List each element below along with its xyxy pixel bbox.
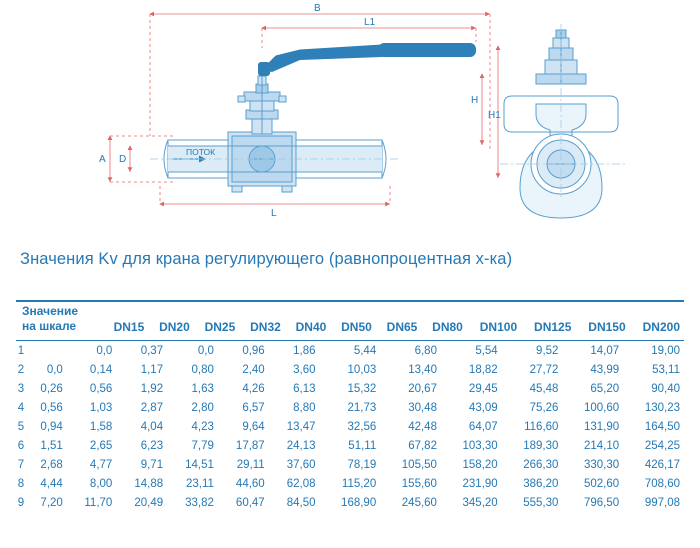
kv-table-body-wrap — [16, 341, 684, 512]
dim-label-b: B — [314, 3, 321, 14]
cell-dn50: 13,47 — [286, 420, 316, 433]
cell-dn50: 62,08 — [286, 477, 316, 490]
cell-dn40: 60,47 — [235, 496, 265, 509]
cell-dn50: 84,50 — [286, 496, 316, 509]
cell-scale: 9 — [17, 496, 25, 509]
cell-dn100: 158,20 — [462, 458, 498, 471]
cell-dn80: 6,80 — [414, 344, 437, 357]
cell-dn32: 1,63 — [191, 382, 214, 395]
cell-dn65: 5,44 — [353, 344, 377, 357]
cell-dn200: 997,08 — [644, 496, 680, 509]
cell-dn80: 67,82 — [408, 439, 437, 452]
cell-dn150: 65,20 — [590, 382, 620, 395]
header-dn100: DN100 — [479, 320, 518, 334]
cell-dn150: 214,10 — [583, 439, 620, 452]
cell-scale: 6 — [17, 439, 25, 452]
header-scale — [16, 302, 103, 340]
cell-dn32: 2,80 — [191, 401, 214, 414]
cell-dn32: 7,79 — [191, 439, 214, 452]
cell-dn125: 555,30 — [523, 496, 559, 509]
cell-dn25: 1,17 — [140, 363, 164, 376]
cell-dn125: 386,20 — [523, 477, 559, 490]
cell-dn65: 32,56 — [347, 420, 377, 433]
dim-label-l: L — [271, 208, 277, 219]
cell-dn150: 502,60 — [583, 477, 620, 490]
cell-scale: 8 — [17, 477, 25, 490]
cell-scale: 3 — [17, 382, 25, 395]
cell-dn150: 796,50 — [583, 496, 620, 509]
header-dn15: DN15 — [113, 320, 145, 334]
cell-dn65: 21,73 — [347, 401, 377, 414]
cell-dn25: 2,87 — [140, 401, 164, 414]
cell-dn65: 51,11 — [348, 439, 377, 452]
cell-dn15: 7,20 — [40, 496, 63, 509]
table-body — [16, 341, 684, 512]
header-dn25: DN25 — [204, 320, 236, 334]
technical-drawing — [0, 0, 700, 232]
cell-dn50: 8,80 — [293, 401, 316, 414]
cell-dn20: 0,0 — [96, 344, 113, 357]
cell-dn32: 33,82 — [185, 496, 214, 509]
cell-dn200: 426,17 — [644, 458, 680, 471]
cell-dn50: 6,13 — [293, 382, 316, 395]
cell-dn100: 18,82 — [468, 363, 498, 376]
cell-dn40: 44,60 — [235, 477, 265, 490]
cell-dn65: 15,32 — [347, 382, 377, 395]
cell-dn65: 10,03 — [347, 363, 377, 376]
cell-dn40: 4,26 — [242, 382, 265, 395]
header-scale-line1: Значение — [22, 304, 79, 318]
cell-dn20: 2,65 — [89, 439, 113, 452]
cell-dn32: 23,11 — [185, 477, 214, 490]
kv-table-wrapper — [16, 300, 684, 512]
cell-dn65: 115,20 — [341, 477, 377, 490]
cell-dn150: 330,30 — [583, 458, 620, 471]
cell-dn15: 1,51 — [40, 439, 63, 452]
cell-dn25: 9,71 — [140, 458, 164, 471]
header-dn200: DN200 — [642, 320, 680, 334]
cell-dn100: 43,09 — [468, 401, 498, 414]
cell-dn80: 42,48 — [408, 420, 437, 433]
cell-dn32: 14,51 — [185, 458, 214, 471]
section-title: Значения Kv для крана регулирующего (равнопроцентная х-ка) — [20, 250, 513, 268]
header-scale-line2: на шкале — [22, 319, 77, 333]
cell-dn40: 2,40 — [242, 363, 265, 376]
cell-dn125: 116,60 — [524, 420, 559, 433]
table-row — [16, 436, 684, 455]
cell-dn20: 0,14 — [89, 363, 113, 376]
cell-dn125: 75,26 — [529, 401, 559, 414]
cell-dn40: 0,96 — [242, 344, 265, 357]
cell-dn40: 6,57 — [242, 401, 265, 414]
cell-dn200: 254,25 — [644, 439, 680, 452]
cell-dn100: 345,20 — [462, 496, 498, 509]
cell-dn32: 0,80 — [191, 363, 214, 376]
cell-dn25: 0,37 — [140, 344, 164, 357]
cell-dn125: 266,30 — [523, 458, 559, 471]
cell-dn80: 20,67 — [408, 382, 437, 395]
cell-dn65: 168,90 — [341, 496, 377, 509]
cell-dn100: 5,54 — [475, 344, 498, 357]
cell-dn32: 4,23 — [191, 420, 214, 433]
cell-dn25: 20,49 — [134, 496, 164, 509]
cell-dn32: 0,0 — [197, 344, 214, 357]
cell-dn100: 29,45 — [468, 382, 498, 395]
header-dn32: DN32 — [250, 320, 281, 334]
cell-dn15: 4,44 — [40, 477, 63, 490]
cell-dn80: 155,60 — [401, 477, 437, 490]
cell-dn20: 1,03 — [89, 401, 113, 414]
dim-label-l1: L1 — [364, 17, 376, 28]
table-row — [16, 379, 684, 398]
dim-label-h: H — [471, 95, 479, 106]
cell-dn200: 708,60 — [644, 477, 680, 490]
cell-dn25: 4,04 — [140, 420, 164, 433]
cell-dn200: 53,11 — [652, 363, 680, 376]
cell-dn125: 189,30 — [523, 439, 559, 452]
cell-dn40: 17,87 — [235, 439, 265, 452]
cell-dn15: 2,68 — [40, 458, 63, 471]
cell-dn25: 14,88 — [134, 477, 164, 490]
flow-label: ПОТОК — [186, 147, 216, 157]
cell-dn125: 27,72 — [529, 363, 559, 376]
cell-dn65: 78,19 — [347, 458, 377, 471]
cell-scale: 5 — [17, 420, 25, 433]
cell-dn15: 0,94 — [40, 420, 63, 433]
kv-table — [16, 302, 684, 340]
cell-dn200: 90,40 — [651, 382, 680, 395]
cell-dn100: 231,90 — [462, 477, 498, 490]
table-row — [16, 360, 684, 379]
table-header-row — [16, 302, 684, 340]
cell-scale: 1 — [17, 344, 25, 357]
cell-dn80: 30,48 — [408, 401, 437, 414]
cell-dn20: 0,56 — [89, 382, 113, 395]
cell-dn100: 103,30 — [462, 439, 498, 452]
cell-dn20: 1,58 — [89, 420, 113, 433]
table-row — [16, 398, 684, 417]
cell-dn80: 105,50 — [401, 458, 437, 471]
cell-dn80: 13,40 — [408, 363, 437, 376]
cell-dn150: 43,99 — [590, 363, 620, 376]
cell-scale: 4 — [17, 401, 25, 414]
cell-scale: 7 — [17, 458, 25, 471]
header-dn65: DN65 — [386, 320, 418, 334]
cell-dn25: 6,23 — [140, 439, 164, 452]
table-row — [16, 417, 684, 436]
cell-dn200: 164,50 — [644, 420, 680, 433]
dim-label-a: A — [99, 154, 106, 165]
cell-dn15 — [26, 341, 67, 360]
cell-dn50: 3,60 — [293, 363, 316, 376]
cell-dn40: 9,64 — [242, 420, 265, 433]
header-dn150: DN150 — [588, 320, 626, 334]
cell-dn20: 8,00 — [89, 477, 113, 490]
cell-dn200: 19,00 — [651, 344, 680, 357]
cell-dn20: 11,70 — [84, 496, 113, 509]
cell-dn125: 9,52 — [536, 344, 559, 357]
cell-dn100: 64,07 — [468, 420, 498, 433]
cell-dn150: 100,60 — [583, 401, 620, 414]
cell-dn200: 130,23 — [644, 401, 680, 414]
cell-dn80: 245,60 — [401, 496, 437, 509]
header-dn125: DN125 — [534, 320, 572, 334]
header-dn20: DN20 — [159, 320, 190, 334]
cell-dn125: 45,48 — [529, 382, 559, 395]
table-row — [16, 493, 684, 512]
cell-dn15: 0,26 — [40, 382, 63, 395]
cell-dn15: 0,56 — [40, 401, 63, 414]
header-dn50: DN50 — [341, 320, 372, 334]
cell-dn15: 0,0 — [46, 363, 63, 376]
table-row — [16, 474, 684, 493]
dim-label-d: D — [119, 154, 127, 165]
cell-scale: 2 — [17, 363, 25, 376]
header-dn40: DN40 — [295, 320, 327, 334]
header-dn80: DN80 — [432, 320, 463, 334]
cell-dn50: 1,86 — [293, 344, 316, 357]
dim-label-h1: H1 — [488, 110, 501, 121]
cell-dn25: 1,92 — [140, 382, 164, 395]
cell-dn50: 37,60 — [286, 458, 316, 471]
cell-dn20: 4,77 — [89, 458, 113, 471]
table-row — [16, 455, 684, 474]
cell-dn150: 14,07 — [590, 344, 620, 357]
table-row — [16, 341, 684, 360]
cell-dn150: 131,90 — [583, 420, 620, 433]
cell-dn50: 24,13 — [286, 439, 316, 452]
cell-dn40: 29,11 — [236, 458, 265, 471]
table-head — [16, 302, 684, 340]
